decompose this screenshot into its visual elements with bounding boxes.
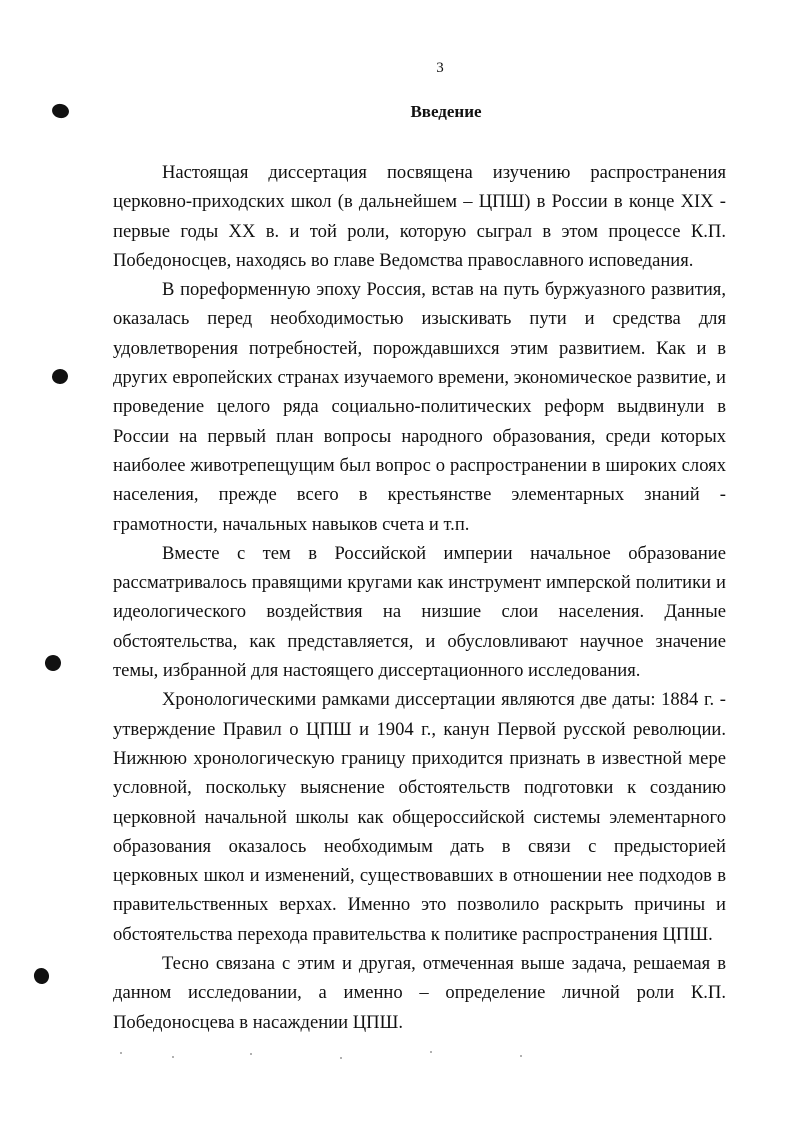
binder-hole-mark <box>32 966 51 985</box>
paragraph: Тесно связана с этим и другая, отмеченная выше задача, решаемая в данном исследовании, а именно – определение личной роли К.П. Победоносцева в насаждении ЦПШ. <box>113 953 726 1033</box>
paragraph: Настоящая диссертация посвящена изучению распространения церковно-приходских школ (в дальнейшем – ЦПШ) в России в конце XIX - первые годы XX в. и той роли, которую сыграл в этом процессе К.П. Победоносцев, находясь во главе Ведомства православного исповедания. <box>113 162 726 271</box>
paragraph: В пореформенную эпоху Россия, встав на путь буржуазного развития, оказалась перед необходимостью изыскивать пути и средства для удовлетворения потребностей, порождавшихся этим развитием. Как и в других европейских странах изучаемого времени, экономическое развитие, и проведение целого ряда социально-политических реформ выдвинули в России на первый план вопросы народного образования, среди которых наиболее животрепещущим был вопрос о распространении в широких слоях населения, прежде всего в крестьянстве элементарных знаний - грамотности, начальных навыков счета и т.п. <box>113 279 726 535</box>
paragraph: Вместе с тем в Российской империи начальное образование рассматривалось правящими кругами как инструмент имперской политики и идеологического воздействия на низшие слои населения. Данные обстоятельства, как представляется, и обусловливают научное значение темы, избранной для настоящего диссертационного исследования. <box>113 542 726 682</box>
paragraph: Хронологическими рамками диссертации являются две даты: 1884 г. - утверждение Правил о ЦПШ и 1904 г., канун Первой русской революции. Нижнюю хронологическую границу приходится признать в известной мере условной, поскольку выяснение обстоятельств подготовки к созданию церковной начальной школы как общероссийской системы элементарного образования оказалось необходимым дать в связи с предысторией церковных школ и изменений, существовавших в отношении нее подходов в правительственных верхах. Именно это позволило раскрыть причины и обстоятельства перехода правительства к политике распространения ЦПШ. <box>113 689 726 945</box>
section-heading: Введение <box>410 102 482 121</box>
binder-hole-mark <box>51 368 69 385</box>
scan-specks <box>110 1050 590 1060</box>
page-number: 3 <box>436 60 444 76</box>
binder-hole-mark <box>43 653 64 674</box>
body-text <box>113 158 726 1037</box>
